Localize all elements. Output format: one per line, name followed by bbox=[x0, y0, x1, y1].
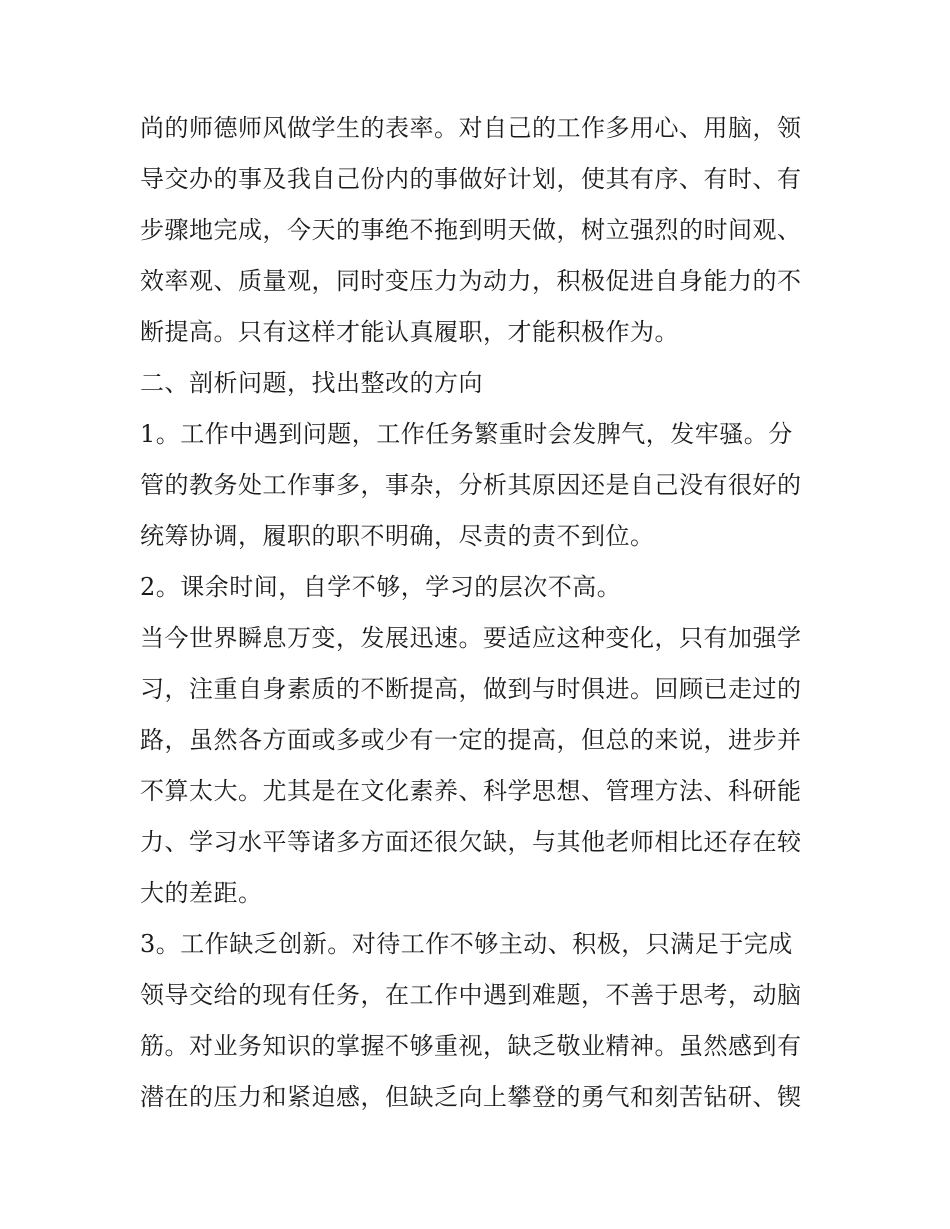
text-line: 习，注重自身素质的不断提高，做到与时俱进。回顾已走过的 bbox=[140, 675, 802, 703]
text-line: 不算太大。尤其是在文化素养、科学思想、管理方法、科研能 bbox=[140, 777, 802, 805]
section-heading: 二、剖析问题，找出整改的方向 bbox=[140, 369, 483, 397]
text-line: 当今世界瞬息万变，发展迅速。要适应这种变化，只有加强学 bbox=[140, 624, 802, 652]
text-line: 断提高。只有这样才能认真履职，才能积极作为。 bbox=[140, 318, 679, 346]
text-line: 潜在的压力和紧迫感，但缺乏向上攀登的勇气和刻苦钻研、锲 bbox=[140, 1083, 802, 1111]
text-line: 效率观、质量观，同时变压力为动力，积极促进自身能力的不 bbox=[140, 267, 802, 295]
text-line: 3。工作缺乏创新。对待工作不够主动、积极，只满足于完成 bbox=[140, 930, 793, 958]
document-body bbox=[140, 103, 840, 1123]
text-line: 筋。对业务知识的掌握不够重视，缺乏敬业精神。虽然感到有 bbox=[140, 1032, 802, 1060]
text-line: 统筹协调，履职的职不明确，尽责的责不到位。 bbox=[140, 522, 655, 550]
text-line: 路，虽然各方面或多或少有一定的提高，但总的来说，进步并 bbox=[140, 726, 802, 754]
text-line: 导交办的事及我自己份内的事做好计划，使其有序、有时、有 bbox=[140, 165, 802, 193]
text-line: 2。课余时间，自学不够，学习的层次不高。 bbox=[140, 573, 622, 601]
text-line: 步骤地完成，今天的事绝不拖到明天做，树立强烈的时间观、 bbox=[140, 216, 802, 244]
text-line: 力、学习水平等诸多方面还很欠缺，与其他老师相比还存在较 bbox=[140, 828, 802, 856]
text-line: 大的差距。 bbox=[140, 879, 263, 907]
text-line: 管的教务处工作事多，事杂，分析其原因还是自己没有很好的 bbox=[140, 471, 802, 499]
text-line: 领导交给的现有任务，在工作中遇到难题，不善于思考，动脑 bbox=[140, 981, 802, 1009]
text-line: 尚的师德师风做学生的表率。对自己的工作多用心、用脑，领 bbox=[140, 114, 802, 142]
text-line: 1。工作中遇到问题，工作任务繁重时会发脾气，发牢骚。分 bbox=[140, 420, 793, 448]
